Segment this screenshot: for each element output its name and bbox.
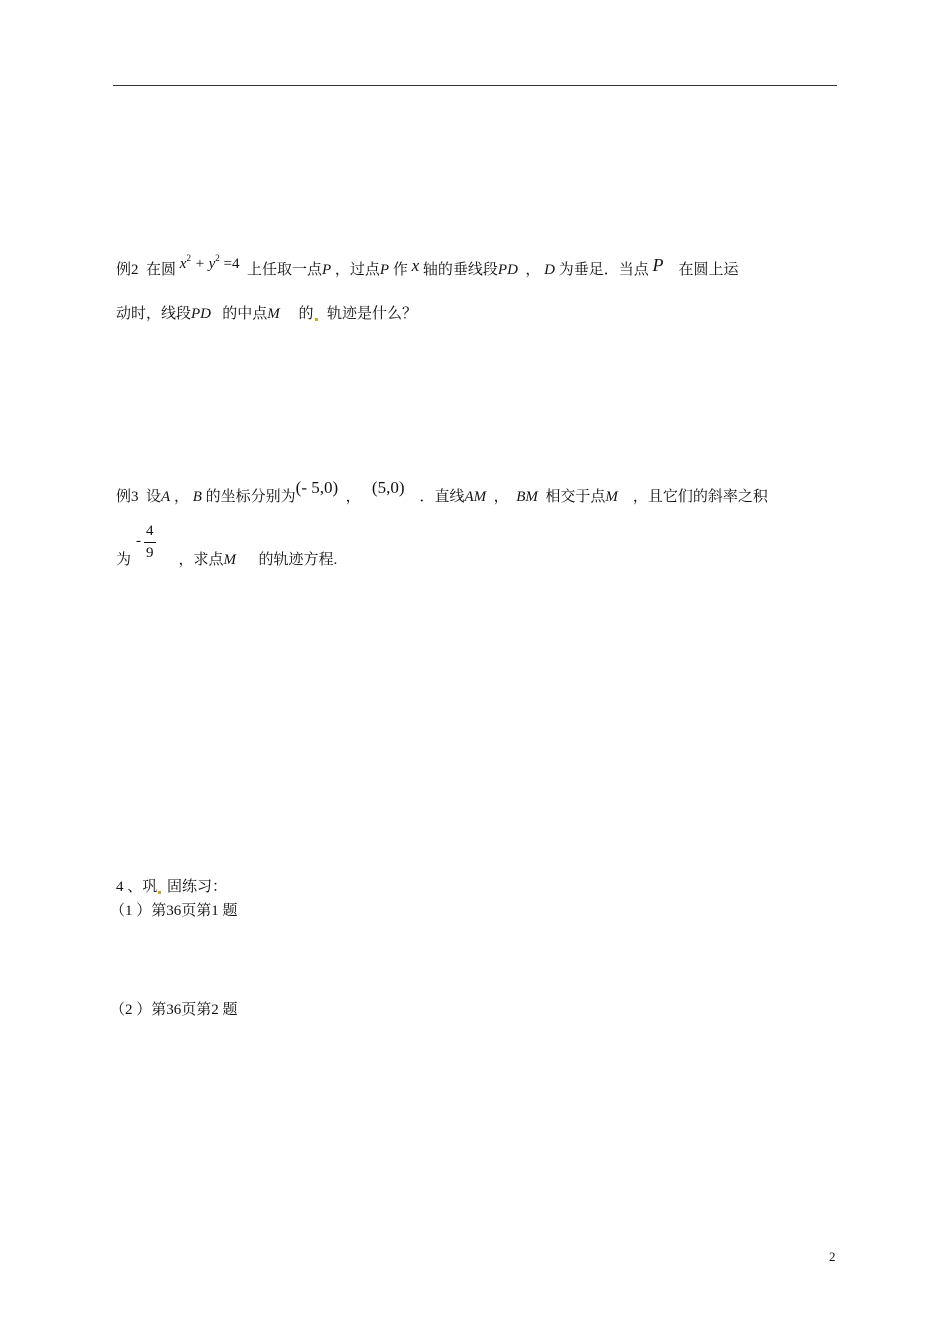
practice-heading: 4 、巩 固练习： [116, 879, 228, 895]
page-number: 2 [829, 1249, 836, 1264]
example-3-line-2: 为 ，求点M 的轨迹方程. [116, 552, 338, 568]
point-a-coords: (- 5,0) [295, 478, 339, 497]
circle-equation: $x^2 + y^2 =4$ [179, 253, 240, 272]
practice-item-1: （1 ）第36页第1 题 [110, 903, 238, 919]
example-3-line-1: 例3 设A ， B 的坐标分别为(- 5,0) ， (5,0) ．直线AM ， BM 相交于点M ，且它们的斜率之积 [116, 478, 768, 505]
example-2-label: 例2 [116, 262, 139, 278]
marker-dot [158, 891, 161, 894]
example-2-line-2: 动时，线段PD 的中点M 的 轨迹是什么？ [116, 306, 418, 322]
example-3-label: 例3 [116, 489, 139, 505]
practice-item-2: （2 ）第36页第2 题 [110, 1002, 238, 1018]
marker-dot [315, 318, 318, 321]
header-rule [113, 85, 837, 86]
point-b-coords: (5,0) [371, 478, 405, 497]
fraction-bar [144, 542, 156, 543]
example-2-line-1: 例2 在圆 $x^2 + y^2 =4$ 上任取一点P ，过点P 作 x 轴的垂线段PD ， D 为垂足．当点 P 在圆上运 [116, 253, 739, 278]
